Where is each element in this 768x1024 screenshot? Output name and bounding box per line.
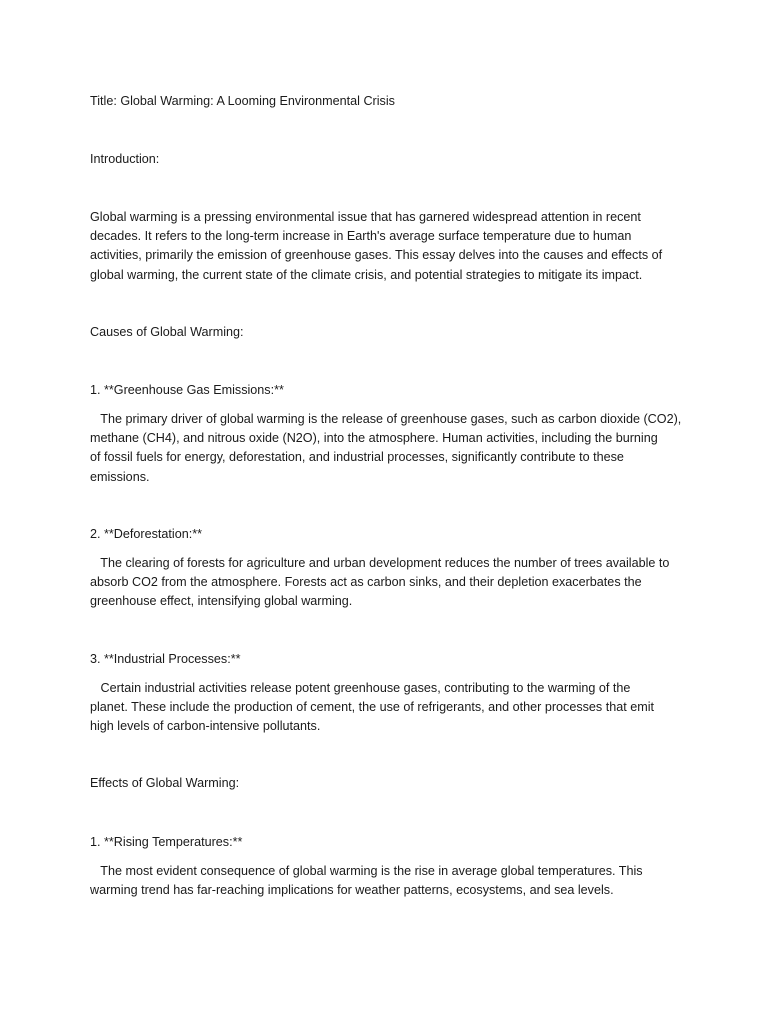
cause-2-heading: 2. **Deforestation:** — [90, 527, 203, 541]
cause-1-heading: 1. **Greenhouse Gas Emissions:** — [90, 383, 284, 397]
paragraph-line: The primary driver of global warming is the release of greenhouse gases, such as carbon dioxide (CO2), — [90, 412, 682, 426]
paragraph-line: decades. It refers to the long-term increase in Earth's average surface temperature due to human — [90, 229, 632, 244]
paragraph-line: global warming, the current state of the climate crisis, and potential strategies to mitigate its impact. — [90, 267, 643, 282]
paragraph-line: The clearing of forests for agriculture and urban development reduces the number of trees available to — [90, 556, 670, 570]
cause-2-paragraph — [90, 554, 690, 612]
paragraph-line: methane (CH4), and nitrous oxide (N2O), into the atmosphere. Human activities, including the burning — [90, 431, 658, 446]
introduction-paragraph — [90, 208, 690, 285]
cause-3-paragraph — [90, 679, 690, 737]
paragraph-line: Global warming is a pressing environmental issue that has garnered widespread attention in recent — [90, 210, 641, 224]
paragraph-line: planet. These include the production of cement, the use of refrigerants, and other processes that emit — [90, 700, 655, 715]
cause-1-paragraph — [90, 410, 690, 487]
causes-heading: Causes of Global Warming: — [90, 325, 244, 339]
cause-3-heading: 3. **Industrial Processes:** — [90, 652, 241, 666]
introduction-heading: Introduction: — [90, 152, 160, 166]
paragraph-line: high levels of carbon-intensive pollutants. — [90, 719, 321, 734]
effects-heading: Effects of Global Warming: — [90, 776, 240, 790]
paragraph-line: activities, primarily the emission of greenhouse gases. This essay delves into the causes and effects of — [90, 248, 663, 263]
paragraph-line: absorb CO2 from the atmosphere. Forests act as carbon sinks, and their depletion exacerbates the — [90, 575, 642, 590]
paragraph-line: of fossil fuels for energy, deforestation, and industrial processes, significantly contribute to these — [90, 450, 624, 465]
document-title: Title: Global Warming: A Looming Environmental Crisis — [90, 94, 395, 108]
paragraph-line: Certain industrial activities release potent greenhouse gases, contributing to the warming of the — [90, 681, 631, 695]
paragraph-line: The most evident consequence of global warming is the rise in average global temperatures. This — [90, 864, 643, 878]
paragraph-line: warming trend has far-reaching implications for weather patterns, ecosystems, and sea levels. — [90, 883, 614, 898]
paragraph-line: emissions. — [90, 469, 150, 484]
paragraph-line: greenhouse effect, intensifying global warming. — [90, 594, 353, 609]
effect-1-heading: 1. **Rising Temperatures:** — [90, 835, 243, 849]
effect-1-paragraph — [90, 862, 690, 900]
